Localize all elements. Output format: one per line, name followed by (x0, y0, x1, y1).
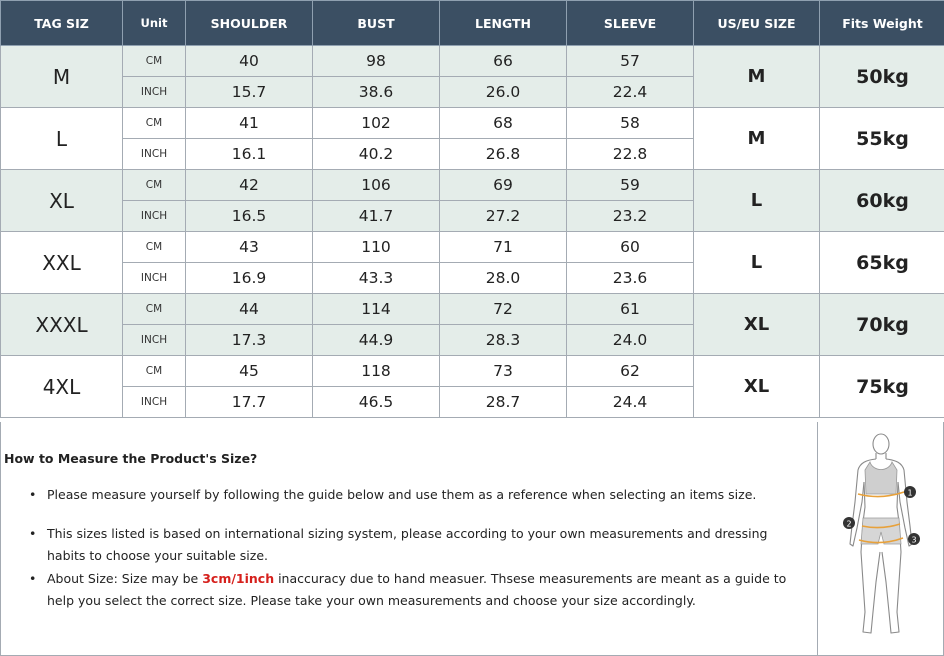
unit-inch-cell: INCH (123, 139, 186, 170)
accuracy-text-suffix: inaccuracy due to hand measuer. Thsese measurements are meant as a guide to help you select the correct size. Please take your own measurements and choose your size accordingly. (47, 570, 787, 608)
us-eu-size-cell: XL (694, 356, 820, 418)
shoulder-inch-cell: 17.7 (186, 387, 313, 418)
sleeve-cm-cell: 62 (567, 356, 694, 387)
svg-text:1: 1 (907, 488, 913, 498)
fits-weight-cell: 60kg (820, 170, 944, 232)
bust-inch-cell: 40.2 (313, 139, 440, 170)
length-cm-cell: 72 (440, 294, 567, 325)
shoulder-cm-cell: 41 (186, 108, 313, 139)
shoulder-inch-cell: 16.1 (186, 139, 313, 170)
sleeve-inch-cell: 23.6 (567, 263, 694, 294)
guide-title: How to Measure the Product's Size? (4, 451, 258, 466)
svg-text:3: 3 (911, 535, 917, 545)
sleeve-inch-cell: 22.8 (567, 139, 694, 170)
size-row-cm (1, 232, 944, 263)
header-tag-size: TAG SIZ (1, 1, 123, 46)
length-cm-cell: 69 (440, 170, 567, 201)
us-eu-size-cell: L (694, 232, 820, 294)
bust-inch-cell: 46.5 (313, 387, 440, 418)
unit-inch-cell: INCH (123, 263, 186, 294)
unit-cm-cell: CM (123, 356, 186, 387)
sleeve-inch-cell: 23.2 (567, 201, 694, 232)
header-sleeve: SLEEVE (567, 1, 694, 46)
length-cm-cell: 66 (440, 46, 567, 77)
size-row-cm (1, 108, 944, 139)
unit-inch-cell: INCH (123, 77, 186, 108)
tag-size-cell: XL (1, 170, 123, 232)
unit-cm-cell: CM (123, 294, 186, 325)
length-cm-cell: 68 (440, 108, 567, 139)
shoulder-inch-cell: 16.9 (186, 263, 313, 294)
svg-text:2: 2 (846, 519, 852, 529)
header-unit: Unit (123, 1, 186, 46)
tag-size-cell: 4XL (1, 356, 123, 418)
fits-weight-cell: 75kg (820, 356, 944, 418)
fits-weight-cell: 65kg (820, 232, 944, 294)
shoulder-inch-cell: 17.3 (186, 325, 313, 356)
body-measurement-figure (818, 422, 944, 656)
length-cm-cell: 71 (440, 232, 567, 263)
sleeve-cm-cell: 59 (567, 170, 694, 201)
fits-weight-cell: 55kg (820, 108, 944, 170)
unit-cm-cell: CM (123, 46, 186, 77)
us-eu-size-cell: M (694, 46, 820, 108)
shoulder-cm-cell: 45 (186, 356, 313, 387)
sleeve-cm-cell: 60 (567, 232, 694, 263)
shoulder-cm-cell: 40 (186, 46, 313, 77)
length-inch-cell: 26.8 (440, 139, 567, 170)
tag-size-cell: L (1, 108, 123, 170)
length-inch-cell: 28.7 (440, 387, 567, 418)
length-cm-cell: 73 (440, 356, 567, 387)
size-row-cm (1, 46, 944, 77)
bust-cm-cell: 110 (313, 232, 440, 263)
size-row-cm (1, 170, 944, 201)
bust-cm-cell: 118 (313, 356, 440, 387)
bust-cm-cell: 106 (313, 170, 440, 201)
unit-cm-cell: CM (123, 170, 186, 201)
measure-marker-2 (843, 517, 855, 529)
header-row (1, 1, 944, 46)
unit-inch-cell: INCH (123, 387, 186, 418)
unit-inch-cell: INCH (123, 325, 186, 356)
shoulder-inch-cell: 15.7 (186, 77, 313, 108)
measure-guide-panel (0, 422, 818, 656)
bust-cm-cell: 102 (313, 108, 440, 139)
shoulder-cm-cell: 43 (186, 232, 313, 263)
unit-inch-cell: INCH (123, 201, 186, 232)
guide-bullet-accuracy (29, 568, 799, 613)
bust-inch-cell: 44.9 (313, 325, 440, 356)
shoulder-cm-cell: 42 (186, 170, 313, 201)
size-row-cm (1, 356, 944, 387)
unit-cm-cell: CM (123, 108, 186, 139)
guide-list (29, 484, 799, 613)
bust-inch-cell: 41.7 (313, 201, 440, 232)
bust-cm-cell: 98 (313, 46, 440, 77)
header-shoulder: SHOULDER (186, 1, 313, 46)
fits-weight-cell: 50kg (820, 46, 944, 108)
measure-marker-1 (904, 486, 916, 498)
accuracy-highlight: 3cm/1inch (202, 570, 275, 586)
guide-bullet-reference: • Please measure yourself by following the guide below and use them as a reference when selecting an items size. (29, 484, 799, 507)
length-inch-cell: 27.2 (440, 201, 567, 232)
tag-size-cell: M (1, 46, 123, 108)
fits-weight-cell: 70kg (820, 294, 944, 356)
header-fits-weight: Fits Weight (820, 1, 944, 46)
tag-size-cell: XXXL (1, 294, 123, 356)
sleeve-inch-cell: 24.0 (567, 325, 694, 356)
header-length: LENGTH (440, 1, 567, 46)
measure-marker-3 (908, 533, 920, 545)
sleeve-cm-cell: 58 (567, 108, 694, 139)
us-eu-size-cell: M (694, 108, 820, 170)
bust-cm-cell: 114 (313, 294, 440, 325)
length-inch-cell: 28.0 (440, 263, 567, 294)
accuracy-text-prefix: About Size: Size may be (47, 570, 203, 586)
sleeve-cm-cell: 61 (567, 294, 694, 325)
bust-inch-cell: 43.3 (313, 263, 440, 294)
sleeve-inch-cell: 22.4 (567, 77, 694, 108)
length-inch-cell: 28.3 (440, 325, 567, 356)
guide-bullet-sizing-system: • This sizes listed is based on international sizing system, please according to your own measurements and dressing habits to choose your suitable size. (29, 523, 799, 568)
shoulder-inch-cell: 16.5 (186, 201, 313, 232)
body-figure-icon (818, 422, 944, 656)
length-inch-cell: 26.0 (440, 77, 567, 108)
size-row-cm (1, 294, 944, 325)
header-bust: BUST (313, 1, 440, 46)
unit-cm-cell: CM (123, 232, 186, 263)
us-eu-size-cell: XL (694, 294, 820, 356)
bust-inch-cell: 38.6 (313, 77, 440, 108)
header-us-eu-size: US/EU SIZE (694, 1, 820, 46)
tag-size-cell: XXL (1, 232, 123, 294)
sleeve-cm-cell: 57 (567, 46, 694, 77)
shoulder-cm-cell: 44 (186, 294, 313, 325)
sleeve-inch-cell: 24.4 (567, 387, 694, 418)
us-eu-size-cell: L (694, 170, 820, 232)
